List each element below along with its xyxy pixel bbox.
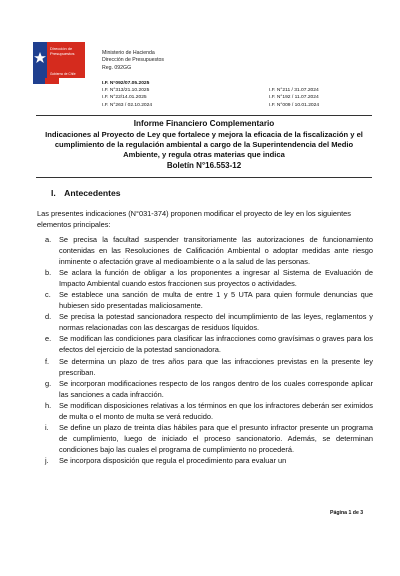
report-title-box (36, 115, 372, 178)
if-reference: I.F. N°009 / 10.01.2024 (269, 102, 320, 108)
ministry-line: Ministerio de Hacienda (102, 50, 155, 56)
list-item (45, 311, 373, 333)
item-marker: j. (45, 455, 49, 465)
list-item (45, 378, 373, 400)
item-marker: d. (45, 312, 52, 322)
item-text: Se modifican disposiciones relativas a los términos en que los infractores deberán ser eximidos de multa o el monto de multa se verá reducido. (59, 400, 373, 421)
item-marker: c. (45, 290, 51, 300)
item-marker: b. (45, 268, 52, 278)
if-reference: I.F. N°313/21.10.2025 (102, 88, 150, 94)
if-references-left (102, 80, 152, 109)
logo-text-3: Gobierno de Chile (50, 72, 76, 76)
item-text: Se define un plazo de treinta días hábiles para que el presunto infractor presente un programa de cumplimiento, luego de iniciado el proceso sancionatorio. Además, se determinan condiciones bajo las cuales el programa de cumplimiento no procederá. (59, 422, 373, 454)
if-reference: I.F. N°211 / 31.07.2024 (269, 88, 319, 94)
item-text: Se incorpora disposición que regula el procedimiento para evaluar un (59, 455, 287, 465)
item-marker: g. (45, 378, 52, 388)
if-reference: I.F. N°092/07.05.2025 (102, 81, 150, 86)
logo-text-2: Presupuestos (50, 51, 75, 56)
page-number: Página 1 de 3 (330, 510, 364, 516)
if-reference: I.F. N°263 / 02.10.2024 (102, 102, 153, 108)
item-marker: e. (45, 334, 52, 344)
item-marker: i. (45, 422, 49, 432)
item-marker: h. (45, 400, 52, 410)
list-item (45, 422, 373, 455)
if-references-right (269, 87, 319, 109)
item-text: Se precisa la facultad suspender transitoriamente las autorizaciones de funcionamiento contenidas en las Resoluciones de Calificación Ambiental o adoptar medidas ante riesgo inminente o afectación grave al medioambiente o a la salud de las personas. (59, 235, 373, 267)
intro-paragraph: Las presentes indicaciones (N°031-374) proponen modificar el proyecto de ley en los siguientes elementos principales: (37, 209, 351, 230)
item-text: Se incorporan modificaciones respecto de los rangos dentro de los cuales corresponde aplicar las sanciones a cada infracción. (59, 378, 373, 399)
if-reference: I.F. N°22/14.01.2025 (102, 95, 147, 101)
item-text: Se precisa la potestad sancionadora respecto del incumplimiento de las leyes, reglamentos y normas relacionadas con las descargas de residuos líquidos. (59, 312, 373, 333)
item-marker: f. (45, 356, 50, 366)
list-item (45, 333, 373, 355)
section-title: Antecedentes (64, 188, 121, 198)
items-list (45, 234, 373, 466)
item-text: Se determina un plazo de tres años para que las infracciones previstas en la presente ley prescriban. (59, 356, 373, 377)
bulletin-number: Boletín N°16.553-12 (166, 160, 242, 170)
ministry-line: Reg. 092GG (102, 64, 132, 71)
item-text: Se modifican las condiciones para clasificar las infracciones como gravísimas o graves para los efectos del ejercicio de la potestad sancionadora. (59, 334, 373, 355)
list-item (45, 267, 373, 289)
list-item (45, 234, 373, 267)
list-item (45, 289, 373, 311)
report-subject: Indicaciones al Proyecto de Ley que fortalece y mejora la eficacia de la fiscalización y el cumplimiento de la regulación ambiental a cargo de la Superintendencia del Medio Ambiente, y regula otras materias que indica (45, 130, 363, 160)
if-reference: I.F. N°192 / 11.07.2024 (269, 95, 319, 101)
ministry-header (102, 50, 164, 72)
item-text: Se establece una sanción de multa de entre 1 y 5 UTA para quien formule denuncias que hubiesen sido presentadas maliciosamente. (59, 290, 373, 311)
logo-text-1: Dirección de (50, 46, 73, 51)
list-item (45, 400, 373, 422)
government-logo (33, 42, 85, 97)
section-heading (51, 188, 121, 198)
report-title: Informe Financiero Complementario (133, 119, 275, 128)
item-marker: a. (45, 235, 52, 244)
item-text: Se aclara la función de obligar a los proponentes a ingresar al Sistema de Evaluación de Impacto Ambiental cuando estos fraccionen sus proyectos o actividades. (59, 268, 373, 289)
list-item (45, 455, 373, 466)
section-number: I. (51, 188, 56, 198)
list-item (45, 356, 373, 378)
ministry-line: Dirección de Presupuestos (102, 57, 164, 64)
